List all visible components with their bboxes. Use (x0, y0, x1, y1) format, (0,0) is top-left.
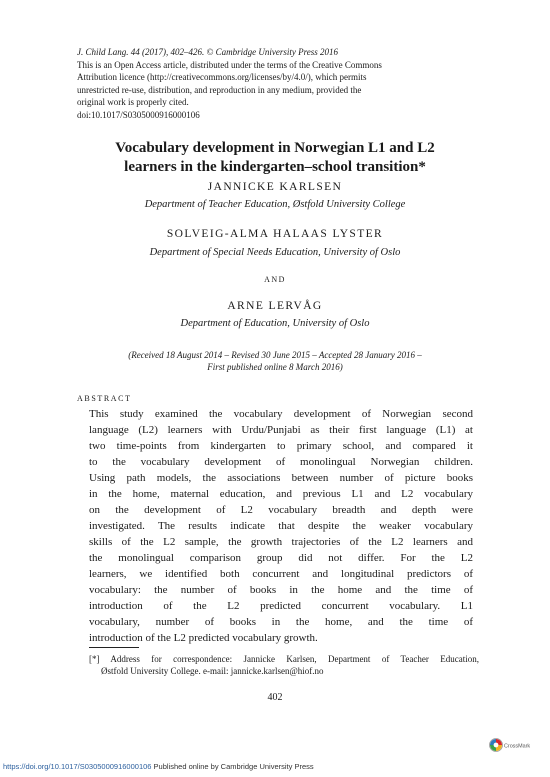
doi-line: doi:10.1017/S0305000916000106 (77, 109, 200, 120)
abstract-line: on the development of L2 vocabulary breadth and depth were (89, 504, 473, 516)
abstract-line: language (L2) learners with Urdu/Punjabi as their first language (L1) at (89, 424, 473, 436)
license-line: This is an Open Access article, distributed under the terms of the Creative Commons (77, 59, 382, 70)
dates-line: (Received 18 August 2014 – Revised 30 June 2015 – Accepted 28 January 2016 – (128, 350, 422, 360)
abstract-line: vocabulary: the number of books in the home and the time of (89, 584, 473, 596)
crossmark-label: CrossMark (504, 743, 531, 750)
footnote-line: [*] Address for correspondence: Jannicke Karlsen, Department of Teacher Education, (89, 654, 479, 664)
abstract-line: vocabulary, number of books in the home, and the time of (89, 616, 473, 628)
abstract-line: learners, we identified both concurrent and longitudinal predictors of (89, 568, 473, 580)
abstract-line: investigated. The results indicate that despite the weaker vocabulary (89, 520, 473, 532)
doi-bar-text: Published online by Cambridge University Press (151, 762, 314, 771)
doi-link[interactable]: https://doi.org/10.1017/S0305000916000106 (3, 762, 152, 771)
author-affiliation: Department of Teacher Education, Østfold University College (144, 199, 406, 210)
page-number: 402 (267, 692, 283, 703)
author-name: ARNE LERVÅG (227, 300, 323, 312)
footnote-line: Østfold University College. e-mail: jannicke.karlsen@hiof.no (101, 666, 324, 676)
journal-header (77, 46, 477, 122)
correspondence-footnote (89, 653, 479, 677)
author-name: SOLVEIG-ALMA HALAAS LYSTER (166, 228, 384, 240)
abstract-body (89, 406, 473, 646)
abstract-line: introduction of the L2 predicted vocabulary growth. (89, 632, 318, 644)
abstract-line: skills of the L2 sample, the growth trajectories of the L2 learners and (89, 536, 473, 548)
license-line: Attribution licence (http://creativecommons.org/licenses/by/4.0/), which permits (77, 72, 367, 83)
abstract-heading: ABSTRACT (77, 394, 132, 403)
abstract-line: introduction of the L2 predicted concurrent vocabulary. L1 (89, 600, 473, 612)
author-affiliation: Department of Education, University of Oslo (180, 318, 370, 329)
title-line: learners in the kindergarten–school transition* (124, 159, 426, 175)
license-line: unrestricted re-use, distribution, and reproduction in any medium, provided the (77, 84, 362, 95)
author-conjunction: AND (264, 275, 286, 284)
abstract-line: the monolingual comparison group did not differ. For the L2 (89, 552, 473, 564)
author-affiliation: Department of Special Needs Education, University of Oslo (149, 247, 401, 258)
abstract-line: Using path models, the associations between number of picture books (89, 472, 473, 484)
license-line: original work is properly cited. (77, 97, 189, 108)
crossmark-icon (489, 737, 531, 753)
paper-title (50, 139, 500, 177)
citation-line: J. Child Lang. 44 (2017), 402–426. © Cambridge University Press 2016 (77, 47, 338, 57)
footnote-divider (89, 647, 139, 648)
author-name: JANNICKE KARLSEN (207, 181, 343, 193)
publication-dates (0, 349, 550, 373)
abstract-line: in the home, maternal education, and previous L1 and L2 vocabulary (89, 488, 473, 500)
doi-bar (3, 762, 314, 771)
abstract-line: This study examined the vocabulary development of Norwegian second (89, 408, 473, 420)
title-line: Vocabulary development in Norwegian L1 and L2 (115, 140, 435, 156)
crossmark-logo[interactable] (489, 737, 531, 753)
abstract-line: to the vocabulary development of monolingual Norwegian children. (89, 456, 473, 468)
abstract-line: two time-points from kindergarten to primary school, and compared it (89, 440, 473, 452)
dates-line: First published online 8 March 2016) (207, 362, 343, 372)
